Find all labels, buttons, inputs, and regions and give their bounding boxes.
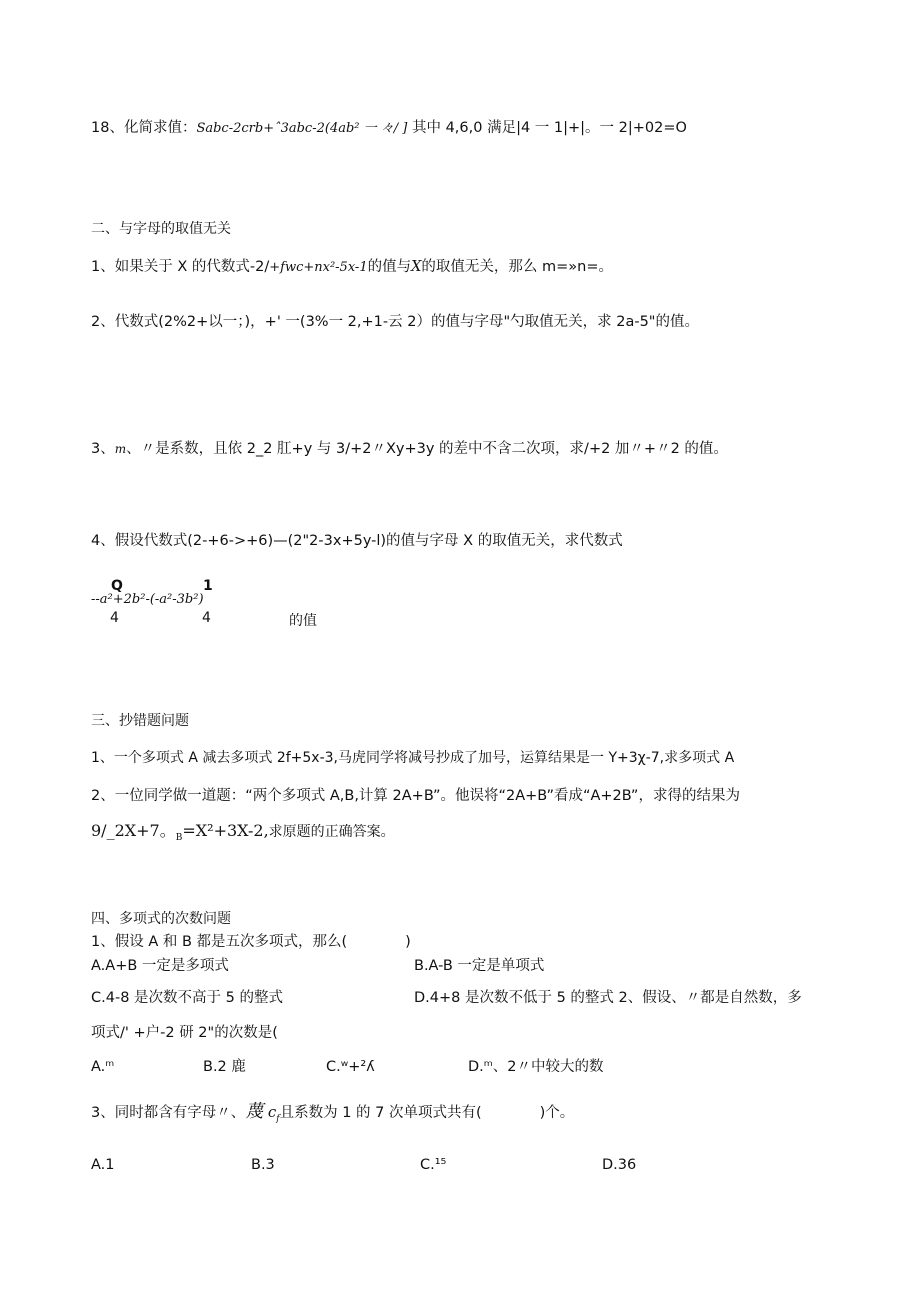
- s4-q1-option-b: B.A-B 一定是单项式: [414, 958, 545, 974]
- s4-q1-option-d: D.4+8 是次数不低于 5 的整式 2、假设、〃都是自然数，多: [414, 990, 802, 1006]
- q18-condition: 其中 4,6,0 满足|4 一 1|+|。一 2|+02=O: [411, 120, 687, 136]
- s2-question-2: 2、代数式(2%2+以一；)，+' 一(3%一 2,+1-云 2）的值与字母"勺取值无关，求 2a-5"的值。: [91, 314, 699, 330]
- s3-question-1: 1、一个多项式 A 减去多项式 2f+5x-3,马虎同学将减号抄成了加号，运算结果是一 Y+3χ-7,求多项式 A: [91, 750, 735, 766]
- q4-tail-text: 的值: [289, 613, 317, 629]
- s2-q3-number: 3、: [91, 441, 115, 457]
- s4-question-2-continued: 项式/' +户-2 研 2"的次数是(: [91, 1025, 278, 1041]
- s2-q3-text: 、〃是系数，且依 2_2 肛+y 与 3/+2〃Xy+3y 的差中不含二次项，求/+2 加〃+〃2 的值。: [126, 441, 728, 457]
- s4-q3-option-a: A.1: [91, 1157, 115, 1173]
- q4-bottom-left-label: 4: [110, 610, 119, 626]
- q18-line: [91, 119, 687, 138]
- s2-q3-variable: m: [114, 442, 127, 456]
- s4-q1-option-c: C.4-8 是次数不高于 5 的整式: [91, 990, 283, 1006]
- section-3-title: 三、抄错题问题: [91, 713, 189, 729]
- s4-question-1: 1、假设 A 和 B 都是五次多项式，那么( ): [91, 934, 411, 950]
- s3-q2-expression-b: =X²+3X-2,: [182, 821, 269, 840]
- q18-number: 18、化简求值：: [91, 120, 197, 136]
- s4-q3-option-c: C.¹⁵: [420, 1157, 447, 1173]
- s4-q3-variable: c: [267, 1103, 277, 1121]
- s2-q1-variable: X: [411, 259, 422, 275]
- s2-q1-expression: +fwc+nx²-5x-1: [269, 260, 368, 275]
- s2-q1-text-c: 的取值无关，那么 m=»n=。: [421, 259, 614, 275]
- s4-q3-subscript: f: [276, 1113, 280, 1124]
- q18-expression: Sabc-2crb+ˆ3abc-2(4ab² 一 々/ ]: [196, 121, 408, 136]
- s3-question-2-continued: [91, 821, 395, 844]
- s2-q1-text-b: 的值与: [367, 259, 412, 275]
- q4-bottom-right-label: 4: [202, 610, 211, 626]
- s2-question-3: [91, 440, 728, 458]
- s4-q2-option-b: B.2 鹿: [203, 1059, 246, 1075]
- s4-q3-text-a: 3、同时都含有字母〃、: [91, 1105, 246, 1121]
- s4-q2-option-a: A.ᵐ: [91, 1059, 115, 1075]
- s4-q2-option-d: D.ᵐ、2〃中较大的数: [468, 1059, 604, 1075]
- section-2-title: 二、与字母的取值无关: [91, 221, 231, 237]
- q4-expression: --a²+2b²-(-a²-3b²): [91, 592, 204, 607]
- s4-q3-symbol: 蔑: [245, 1101, 264, 1122]
- s3-q2-text: 求原题的正确答案。: [268, 824, 395, 840]
- s3-q2-subscript: B: [175, 833, 183, 844]
- s4-q3-text-b: 且系数为 1 的 7 次单项式共有( )个。: [279, 1105, 575, 1121]
- q4-top-left-label: Q: [111, 578, 123, 594]
- q4-top-right-label: 1: [203, 578, 213, 594]
- s2-q1-text-a: 1、如果关于 X 的代数式-2/: [91, 259, 270, 275]
- s4-q3-option-d: D.36: [602, 1157, 637, 1173]
- s2-question-4: 4、假设代数式(2-+6->+6)—(2"2-3x+5y-l)的值与字母 X 的取值无关，求代数式: [91, 533, 623, 549]
- s2-question-1: [91, 258, 613, 277]
- s3-question-2: 2、一位同学做一道题：“两个多项式 A,B,计算 2A+B”。他误将“2A+B”看成“A+2B”，求得的结果为: [91, 788, 740, 804]
- s3-q2-expression-a: 9/_2X+7。: [91, 821, 176, 840]
- section-4-title: 四、多项式的次数问题: [91, 911, 231, 927]
- s4-question-3: [91, 1103, 574, 1122]
- s4-q1-option-a: A.A+B 一定是多项式: [91, 958, 229, 974]
- s4-q2-option-c: C.ʷ+²ʎ: [326, 1059, 375, 1075]
- s4-q3-option-b: B.3: [251, 1157, 275, 1173]
